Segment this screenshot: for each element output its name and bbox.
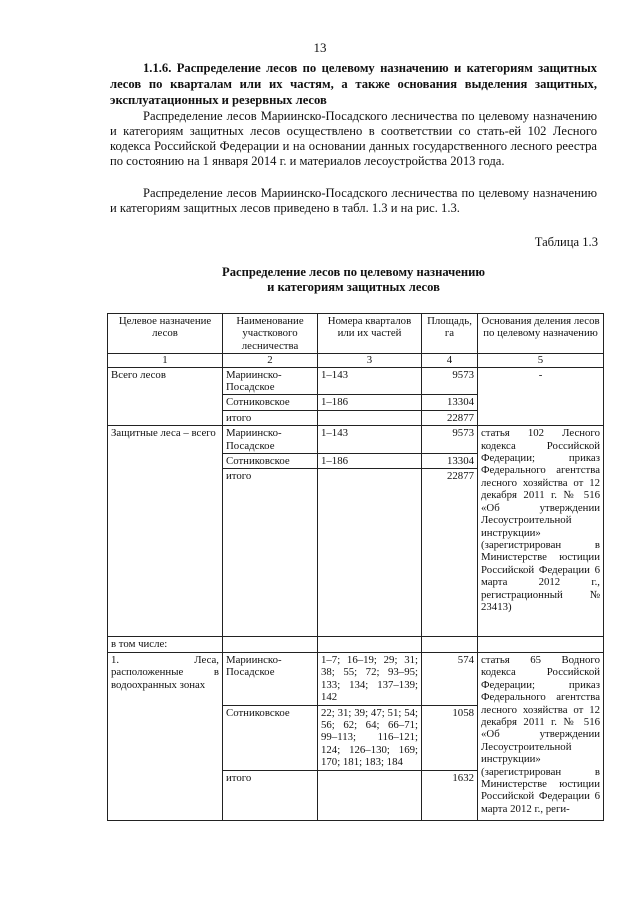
area-cell [422, 637, 478, 652]
header-forestry: Наименование участкового лесничества [223, 314, 318, 354]
forestry-cell [223, 637, 318, 652]
purpose-cell: в том числе: [108, 637, 223, 652]
area-cell: 22877 [422, 469, 478, 637]
column-number-row [108, 354, 604, 367]
forestry-cell: итого [223, 469, 318, 637]
area-cell: 9573 [422, 426, 478, 454]
forestry-cell: Мариинско-Посадское [223, 367, 318, 395]
area-cell: 13304 [422, 454, 478, 469]
header-area: Площадь, га [422, 314, 478, 354]
basis-cell: статья 65 Водного кодекса Российской Федерации; приказ Федерального агентства лесного хозяйства от 12 декабря 2011 г. № 516 «Об утверждении Лесоустроительной инструкции» (зарегистрирован в Министерстве юстиции Российской Федерации 6 марта 2012 г., реги- [478, 652, 604, 820]
purpose-cell: Защитные леса – всего [108, 426, 223, 637]
table-title [110, 265, 597, 295]
table-row [108, 367, 604, 395]
table-row [108, 652, 604, 705]
quarters-cell [318, 469, 422, 637]
page-number: 13 [313, 40, 327, 55]
area-cell: 22877 [422, 410, 478, 425]
forestry-cell: Мариинско-Посадское [223, 652, 318, 705]
quarters-cell: 1–7; 16–19; 29; 31; 38; 55; 72; 93–95; 133; 134; 137–139; 142 [318, 652, 422, 705]
quarters-cell: 22; 31; 39; 47; 51; 54; 56; 62; 64; 66–71; 99–113; 116–121; 124; 126–130; 169; 170; 181; 183; 184 [318, 705, 422, 770]
column-number: 1 [108, 354, 223, 367]
column-number: 4 [422, 354, 478, 367]
column-number: 3 [318, 354, 422, 367]
section-heading: 1.1.6. Распределение лесов по целевому назначению и категориям защитных лесов по кварталам или их частям, а также основания выделения защитных, эксплуатационных и резервных лесов [110, 61, 597, 107]
quarters-cell [318, 637, 422, 652]
quarters-cell [318, 410, 422, 425]
forest-distribution-table [107, 313, 604, 821]
table-row [108, 637, 604, 652]
area-cell: 574 [422, 652, 478, 705]
paragraph-2: Распределение лесов Мариинско-Посадского лесничества по целевому назначению и категориям защитных лесов приведено в табл. 1.3 и на рис. 1.3. [110, 186, 597, 215]
basis-cell: - [478, 367, 604, 426]
quarters-cell: 1–143 [318, 367, 422, 395]
column-number: 5 [478, 354, 604, 367]
area-cell: 1632 [422, 770, 478, 820]
table-header-row [108, 314, 604, 354]
basis-cell [478, 637, 604, 652]
forestry-cell: итого [223, 770, 318, 820]
area-cell: 9573 [422, 367, 478, 395]
forestry-cell: Сотниковское [223, 705, 318, 770]
forestry-cell: Сотниковское [223, 454, 318, 469]
header-basis: Основания деления лесов по целевому назначению [478, 314, 604, 354]
basis-cell: статья 102 Лесного кодекса Российской Федерации; приказ Федерального агентства лесного хозяйства от 12 декабря 2011 г. № 516 «Об утверждении Лесоустроительной инструкции» (зарегистрирован в Министерстве юстиции Российской Федерации 6 марта 2012 г., регистрационный № 23413) [478, 426, 604, 637]
purpose-cell: 1. Леса, расположенные в водоохранных зонах [108, 652, 223, 820]
quarters-cell: 1–186 [318, 454, 422, 469]
purpose-cell: Всего лесов [108, 367, 223, 426]
quarters-cell: 1–143 [318, 426, 422, 454]
area-cell: 1058 [422, 705, 478, 770]
forestry-cell: Сотниковское [223, 395, 318, 410]
quarters-cell: 1–186 [318, 395, 422, 410]
table-title-line-2: и категориям защитных лесов [267, 280, 440, 294]
forestry-cell: итого [223, 410, 318, 425]
table-label: Таблица 1.3 [534, 235, 598, 249]
header-quarters: Номера кварталов или их частей [318, 314, 422, 354]
table-title-line-1: Распределение лесов по целевому назначению [222, 265, 485, 279]
area-cell: 13304 [422, 395, 478, 410]
column-number: 2 [223, 354, 318, 367]
quarters-cell [318, 770, 422, 820]
table-row [108, 426, 604, 454]
forestry-cell: Мариинско-Посадское [223, 426, 318, 454]
header-purpose: Целевое назначение лесов [108, 314, 223, 354]
paragraph-1: Распределение лесов Мариинско-Посадского лесничества по целевому назначению и категориям защитных лесов осуществлено в соответствии со стать-ей 102 Лесного кодекса Российской Федерации и на основании данных государственного лесного реестра по состоянию на 1 января 2014 г. и материалов лесоустройства 2013 года. [110, 109, 597, 168]
